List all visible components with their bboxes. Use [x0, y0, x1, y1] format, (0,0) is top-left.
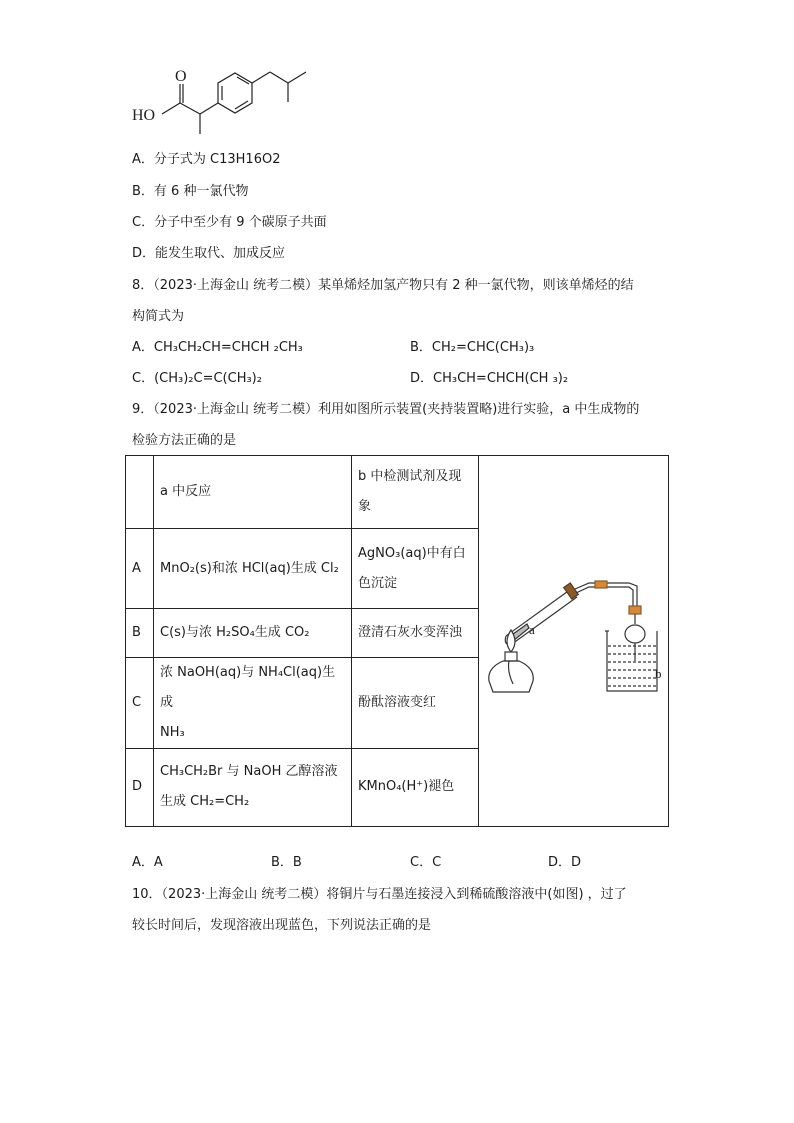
structure-label-ho: HO: [132, 107, 156, 124]
q8-option-d: D．CH₃CH=CHCH(CH ₃)₂: [410, 371, 569, 386]
row-a-reaction-line1: MnO₂(s)和浓 HCl(aq)生成 Cl₂: [160, 560, 339, 576]
row-a-test: [352, 529, 479, 609]
row-d-test: [352, 748, 479, 826]
q7-option-b: B．有 6 种一氯代物: [132, 184, 249, 199]
row-c-reaction: [154, 657, 352, 748]
q9-answer-a: A．A: [132, 855, 163, 870]
row-a-test-line1: AgNO₃(aq)中有白: [358, 545, 466, 561]
q9-answer-b: B．B: [271, 855, 302, 870]
row-key-c: C: [126, 657, 154, 748]
row-a-reaction: [154, 529, 352, 609]
row-d-test-line1: KMnO₄(H⁺)褪色: [358, 779, 455, 795]
row-b-test: [352, 609, 479, 657]
row-d-reaction: [154, 748, 352, 826]
row-b-reaction-line1: C(s)与浓 H₂SO₄生成 CO₂: [160, 624, 310, 640]
apparatus-cell: [479, 456, 669, 827]
q7-option-c: C．分子中至少有 9 个碳原子共面: [132, 215, 327, 230]
q9-answer-c: C．C: [410, 855, 442, 870]
row-c-reaction-line2: NH₃: [160, 724, 185, 740]
row-d-reaction-line1: CH₃CH₂Br 与 NaOH 乙醇溶液: [160, 764, 338, 780]
q8-option-b: B．CH₂=CHC(CH₃)₃: [410, 340, 535, 355]
q10-stem-line2: 较长时间后，发现溶液出现蓝色，下列说法正确的是: [132, 918, 432, 933]
q7-option-a: A．分子式为 C13H16O2: [132, 152, 281, 167]
molecule-structure-diagram: [128, 62, 328, 142]
apparatus-diagram: [479, 456, 668, 814]
apparatus-label-b: b: [655, 666, 662, 681]
q9-stem-line2: 检验方法正确的是: [132, 433, 237, 448]
header-cell-reaction: a 中反应: [154, 456, 352, 529]
header-test-line1: b 中检测试剂及现: [358, 469, 462, 485]
row-b-reaction: [154, 609, 352, 657]
header-cell-blank: [126, 456, 154, 529]
row-key-a: A: [126, 529, 154, 609]
q10-stem-line1: 10．（2023·上海金山 统考二模）将铜片与石墨连接浸入到稀硫酸溶液中(如图) ，过了: [132, 887, 627, 902]
row-key-d: D: [126, 748, 154, 826]
q9-stem-line1: 9．（2023·上海金山 统考二模）利用如图所示装置(夹持装置略)进行实验，a 中生成物的: [132, 402, 640, 417]
q8-stem-line2: 构简式为: [132, 309, 185, 324]
row-d-reaction-line2: 生成 CH₂=CH₂: [160, 794, 250, 810]
q8-option-c: C．(CH₃)₂C=C(CH₃)₂: [132, 371, 262, 386]
q7-option-d: D．能发生取代、加成反应: [132, 246, 286, 261]
structure-label-o: O: [175, 68, 187, 85]
q8-option-a: A．CH₃CH₂CH=CHCH ₂CH₃: [132, 340, 303, 355]
row-c-test: [352, 657, 479, 748]
q9-table: [125, 455, 669, 827]
header-cell-test: [352, 456, 479, 529]
apparatus-label-a: a: [529, 622, 535, 637]
row-key-b: B: [126, 609, 154, 657]
q9-answer-d: D．D: [548, 855, 582, 870]
header-test-line2: 象: [358, 499, 372, 515]
row-c-test-line1: 酚酞溶液变红: [358, 694, 437, 710]
row-a-test-line2: 色沉淀: [358, 575, 398, 591]
table-header-row: [126, 456, 669, 529]
row-b-test-line1: 澄清石灰水变浑浊: [358, 624, 463, 640]
q8-stem-line1: 8．（2023·上海金山 统考二模）某单烯烃加氢产物只有 2 种一氯代物，则该单烯烃的结: [132, 278, 634, 293]
row-c-reaction-line1: 浓 NaOH(aq)与 NH₄Cl(aq)生成: [160, 664, 336, 710]
